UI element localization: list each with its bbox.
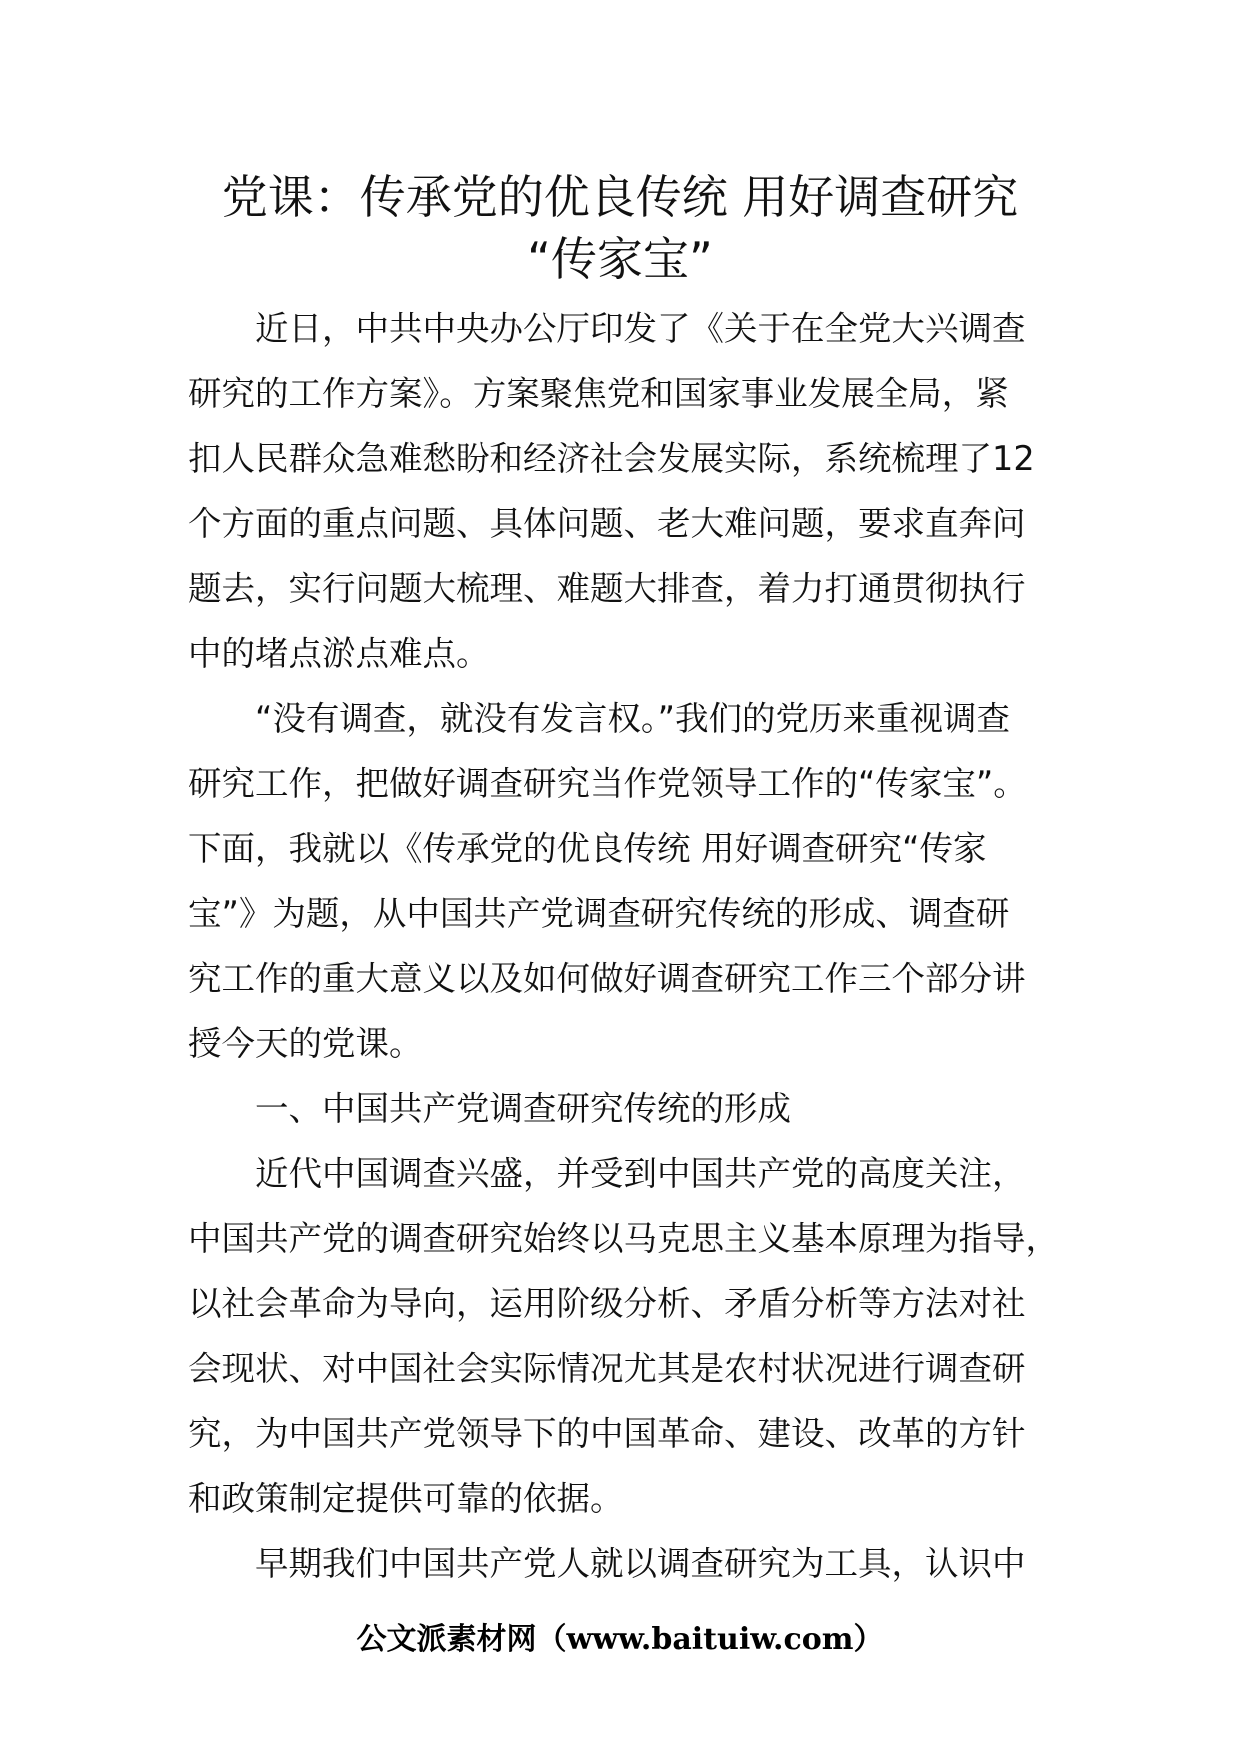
body-line: 会现状、对中国社会实际情况尤其是农村状况进行调查研 — [188, 1349, 1026, 1388]
body-line: 早期我们中国共产党人就以调查研究为工具，认识中 — [255, 1544, 1026, 1583]
body-line: 题去，实行问题大梳理、难题大排查，着力打通贯彻执行 — [188, 569, 1026, 608]
document-title-line-1: 党课：传承党的优良传统 用好调查研究 — [221, 170, 1019, 224]
document-title-line-2: “传家宝” — [527, 232, 713, 286]
body-line: “没有调查，就没有发言权。”我们的党历来重视调查 — [255, 699, 1010, 738]
body-line: 研究的工作方案》。方案聚焦党和国家事业发展全局，紧 — [188, 374, 1009, 413]
footer-watermark: 公文派素材网（www.baituiw.com） — [356, 1622, 884, 1657]
body-line: 研究工作，把做好调查研究当作党领导工作的“传家宝”。 — [188, 764, 1027, 803]
body-line: 宝”》为题，从中国共产党调查研究传统的形成、调查研 — [188, 894, 1010, 933]
body-line: 中国共产党的调查研究始终以马克思主义基本原理为指导， — [188, 1219, 1059, 1258]
body-line: 授今天的党课。 — [188, 1024, 423, 1063]
body-line: 以社会革命为导向，运用阶级分析、矛盾分析等方法对社 — [188, 1284, 1026, 1323]
body-line: 和政策制定提供可靠的依据。 — [188, 1479, 624, 1518]
body-line: 中的堵点淤点难点。 — [188, 634, 490, 673]
body-line: 究，为中国共产党领导下的中国革命、建设、改革的方针 — [188, 1414, 1026, 1453]
body-line: 一、中国共产党调查研究传统的形成 — [255, 1089, 791, 1128]
body-line: 扣人民群众急难愁盼和经济社会发展实际，系统梳理了12 — [188, 439, 1035, 478]
document-body — [188, 296, 1068, 1596]
body-line: 究工作的重大意义以及如何做好调查研究工作三个部分讲 — [188, 959, 1026, 998]
body-line: 近代中国调查兴盛，并受到中国共产党的高度关注， — [255, 1154, 1026, 1193]
body-line: 近日，中共中央办公厅印发了《关于在全党大兴调查 — [255, 309, 1026, 348]
body-line: 个方面的重点问题、具体问题、老大难问题，要求直奔问 — [188, 504, 1026, 543]
body-line: 下面，我就以《传承党的优良传统 用好调查研究“传家 — [188, 829, 987, 868]
